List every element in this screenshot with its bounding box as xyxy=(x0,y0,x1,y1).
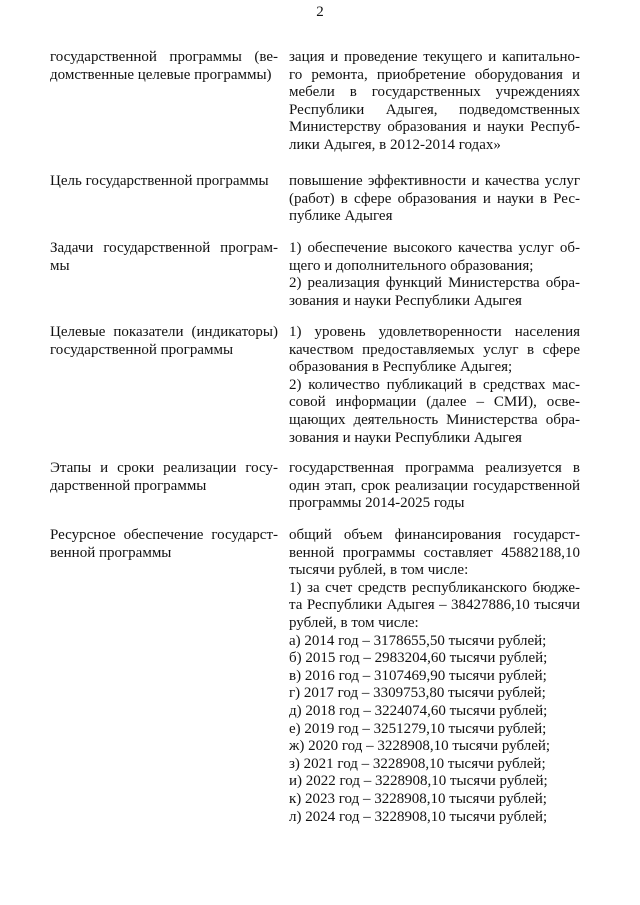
row-label xyxy=(50,460,278,495)
value-line: повышение эффективности и качества услуг xyxy=(289,173,580,189)
value-line: к) 2023 год – 3228908,10 тысячи рублей; xyxy=(289,790,547,807)
row-value xyxy=(289,460,580,513)
value-line: 1) уровень удовлетворенности населения xyxy=(289,324,580,340)
value-line: а) 2014 год – 3178655,50 тысячи рублей; xyxy=(289,632,547,649)
row-label xyxy=(50,240,278,275)
value-line: та Республики Адыгея – 38427886,10 тысячи xyxy=(289,597,580,614)
page-number: 2 xyxy=(316,4,324,20)
value-line: з) 2021 год – 3228908,10 тысячи рублей; xyxy=(289,755,546,772)
label-line: Задачи государственной програм- xyxy=(50,240,278,256)
label-line: мы xyxy=(50,257,70,274)
row-value xyxy=(289,240,580,310)
value-line: б) 2015 год – 2983204,60 тысячи рублей; xyxy=(289,650,548,667)
row-label xyxy=(50,173,278,191)
value-line: в) 2016 год – 3107469,90 тысячи рублей; xyxy=(289,667,547,684)
row-label xyxy=(50,324,278,359)
value-line: совой информации (далее – СМИ), осве- xyxy=(289,394,580,411)
value-line: образования в Республике Адыгея; xyxy=(289,359,513,376)
value-line: щего и дополнительного образования; xyxy=(289,257,534,274)
value-line: один этап, срок реализации государственной xyxy=(289,477,580,494)
value-line: (работ) в сфере образования и науки в Рес- xyxy=(289,190,580,207)
value-line: венной программы составляет 45882188,10 xyxy=(289,544,580,561)
value-line: щающих деятельность Министерства обра- xyxy=(289,411,580,428)
value-line: л) 2024 год – 3228908,10 тысячи рублей; xyxy=(289,808,548,825)
row-value xyxy=(289,173,580,226)
value-line: 2) реализация функций Министерства обра- xyxy=(289,275,580,292)
label-line: Ресурсное обеспечение государст- xyxy=(50,527,278,543)
value-line: и) 2022 год – 3228908,10 тысячи рублей; xyxy=(289,773,548,790)
label-line: Целевые показатели (индикаторы) xyxy=(50,324,278,340)
value-line: мебели в государственных учреждениях xyxy=(289,84,580,101)
value-line: государственная программа реализуется в xyxy=(289,460,580,476)
value-line: зования и науки Республики Адыгея xyxy=(289,429,522,446)
value-line: 1) за счет средств республиканского бюдже- xyxy=(289,579,580,596)
value-line: зация и проведение текущего и капитально- xyxy=(289,49,580,65)
value-line: зования и науки Республики Адыгея xyxy=(289,292,522,309)
label-line: домственные целевые программы) xyxy=(50,66,272,83)
row-value xyxy=(289,527,580,826)
row-value xyxy=(289,49,580,155)
value-line: лики Адыгея, в 2012-2014 годах» xyxy=(289,136,501,153)
value-line: Министерству образования и науки Респуб- xyxy=(289,119,580,136)
value-line: го ремонта, приобретение оборудования и xyxy=(289,66,580,83)
label-line: государственной программы (ве- xyxy=(50,49,278,65)
value-line: ж) 2020 год – 3228908,10 тысячи рублей; xyxy=(289,738,551,755)
row-label xyxy=(50,527,278,562)
value-line: публике Адыгея xyxy=(289,208,393,225)
value-line: г) 2017 год – 3309753,80 тысячи рублей; xyxy=(289,685,546,702)
label-line: государственной программы xyxy=(50,341,234,358)
label-line: дарственной программы xyxy=(50,477,207,494)
value-line: качеством предоставляемых услуг в сфере xyxy=(289,341,580,358)
row-label xyxy=(50,49,278,84)
value-line: рублей, в том числе: xyxy=(289,614,419,631)
value-line: программы 2014-2025 годы xyxy=(289,495,465,512)
label-line: Цель государственной программы xyxy=(50,173,269,189)
value-line: д) 2018 год – 3224074,60 тысячи рублей; xyxy=(289,702,548,719)
value-line: Республики Адыгея, подведомственных xyxy=(289,101,580,118)
label-line: Этапы и сроки реализации госу- xyxy=(50,460,278,476)
row-value xyxy=(289,324,580,447)
label-line: венной программы xyxy=(50,544,172,561)
value-line: е) 2019 год – 3251279,10 тысячи рублей; xyxy=(289,720,547,737)
value-line: 2) количество публикаций в средствах мас- xyxy=(289,376,580,393)
value-line: 1) обеспечение высокого качества услуг об- xyxy=(289,240,580,256)
value-line: общий объем финансирования государст- xyxy=(289,527,580,543)
value-line: тысячи рублей, в том числе: xyxy=(289,562,469,579)
